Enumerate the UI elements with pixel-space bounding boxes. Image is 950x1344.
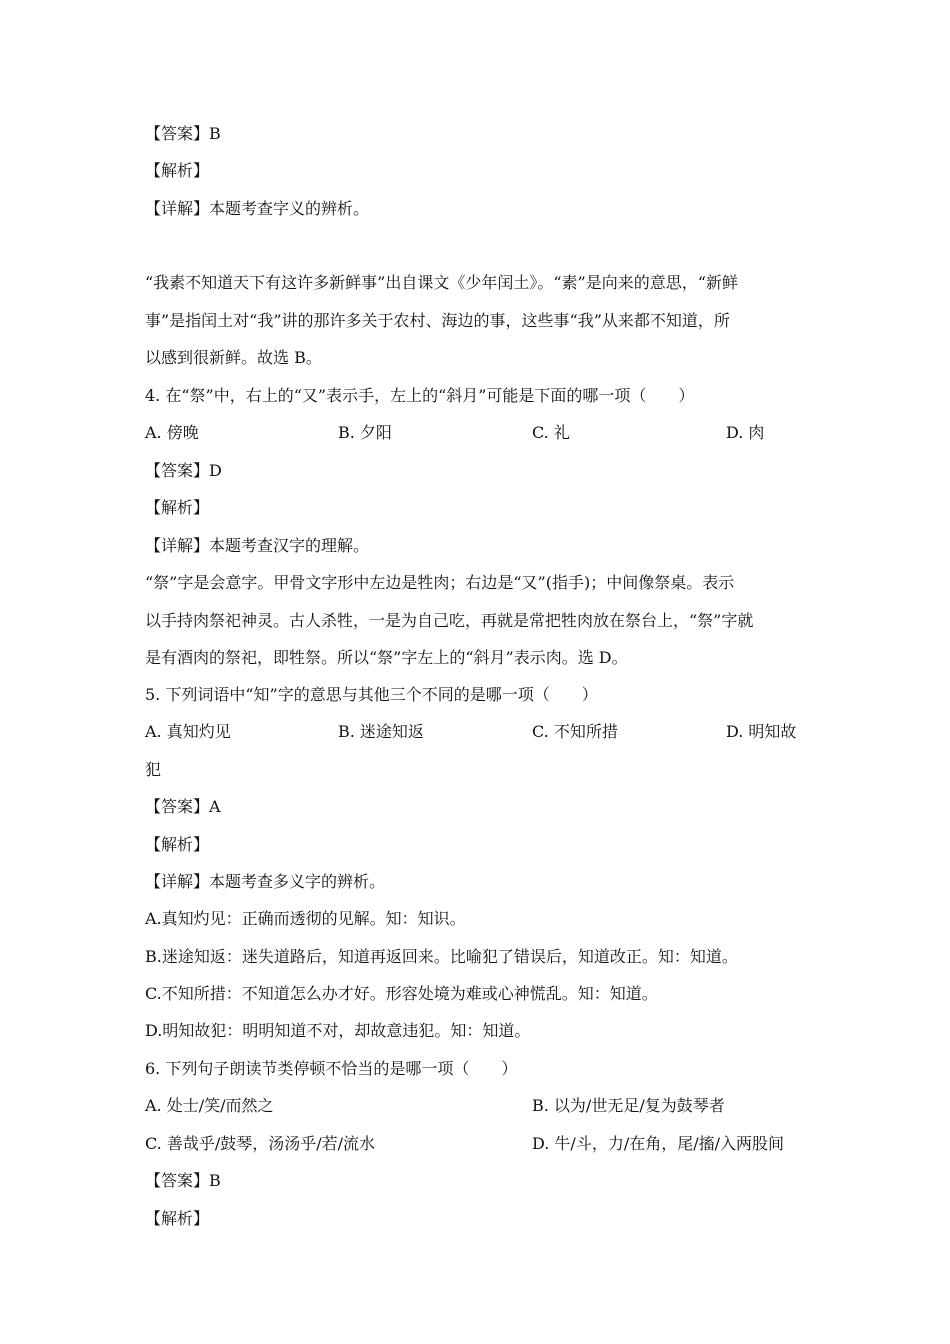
q3-detail: 【详解】本题考查字义的辨析。 [145,199,370,218]
q5-item-a: A.真知灼见：正确而透彻的见解。知：知识。 [145,909,466,928]
q5-stem: 5. 下列词语中“知”字的意思与其他三个不同的是哪一项（ ） [145,685,598,704]
q6-stem: 6. 下列句子朗读节类停顿不恰当的是哪一项（ ） [145,1059,518,1078]
q6-analysis-heading: 【解析】 [145,1209,210,1228]
q5-item-d: D.明知故犯：明明知道不对，却故意违犯。知：知道。 [145,1021,531,1040]
q3-paragraph-line-2: 事”是指闰土对“我”讲的那许多关于农村、海边的事，这些事“我”从来都不知道，所 [145,311,730,330]
q5-option-d: D. 明知故 [726,722,797,741]
q5-option-b: B. 迷途知返 [338,722,424,741]
q4-paragraph-line-1: “祭”字是会意字。甲骨文字形中左边是牲肉；右边是“又”(指手)；中间像祭桌。表示 [145,573,735,592]
q4-stem: 4. 在“祭”中，右上的“又”表示手，左上的“斜月”可能是下面的哪一项（ ） [145,386,695,405]
q6-answer: 【答案】B [145,1171,221,1190]
q5-item-b: B.迷途知返：迷失道路后，知道再返回来。比喻犯了错误后，知道改正。知：知道。 [145,947,738,966]
q4-paragraph-line-2: 以手持肉祭祀神灵。古人杀牲，一是为自己吃，再就是常把牲肉放在祭台上，“祭”字就 [145,611,754,630]
q4-option-c: C. 礼 [532,423,570,442]
q4-detail: 【详解】本题考查汉字的理解。 [145,536,370,555]
q4-answer: 【答案】D [145,461,222,480]
q4-option-a: A. 傍晚 [145,423,199,442]
q6-option-b: B. 以为/世无足/复为鼓琴者 [532,1096,725,1115]
q4-analysis-heading: 【解析】 [145,498,210,517]
q4-option-d: D. 肉 [726,423,765,442]
q5-item-c: C.不知所措：不知道怎么办才好。形容处境为难或心神慌乱。知：知道。 [145,984,658,1003]
q6-option-a: A. 处士/笑/而然之 [145,1096,274,1115]
q6-option-c: C. 善哉乎/鼓琴，汤汤乎/若/流水 [145,1134,376,1153]
q5-option-d-wrap: 犯 [145,760,162,779]
q4-paragraph-line-3: 是有酒肉的祭祀，即牲祭。所以“祭”字左上的“斜月”表示肉。选 D。 [145,648,628,667]
q5-analysis-heading: 【解析】 [145,835,210,854]
q5-option-a: A. 真知灼见 [145,722,231,741]
q5-answer: 【答案】A [145,797,221,816]
q3-answer: 【答案】B [145,124,221,143]
q4-option-b: B. 夕阳 [338,423,392,442]
q6-option-d: D. 牛/斗，力/在角，尾/搐/入两股间 [532,1134,784,1153]
q3-paragraph-line-1: “我素不知道天下有这许多新鲜事”出自课文《少年闰土》。“素”是向来的意思，“新鲜 [145,273,738,292]
q3-analysis-heading: 【解析】 [145,161,210,180]
q5-detail: 【详解】本题考查多义字的辨析。 [145,872,386,891]
q5-option-c: C. 不知所措 [532,722,618,741]
q3-paragraph-line-3: 以感到很新鲜。故选 B。 [145,348,322,367]
